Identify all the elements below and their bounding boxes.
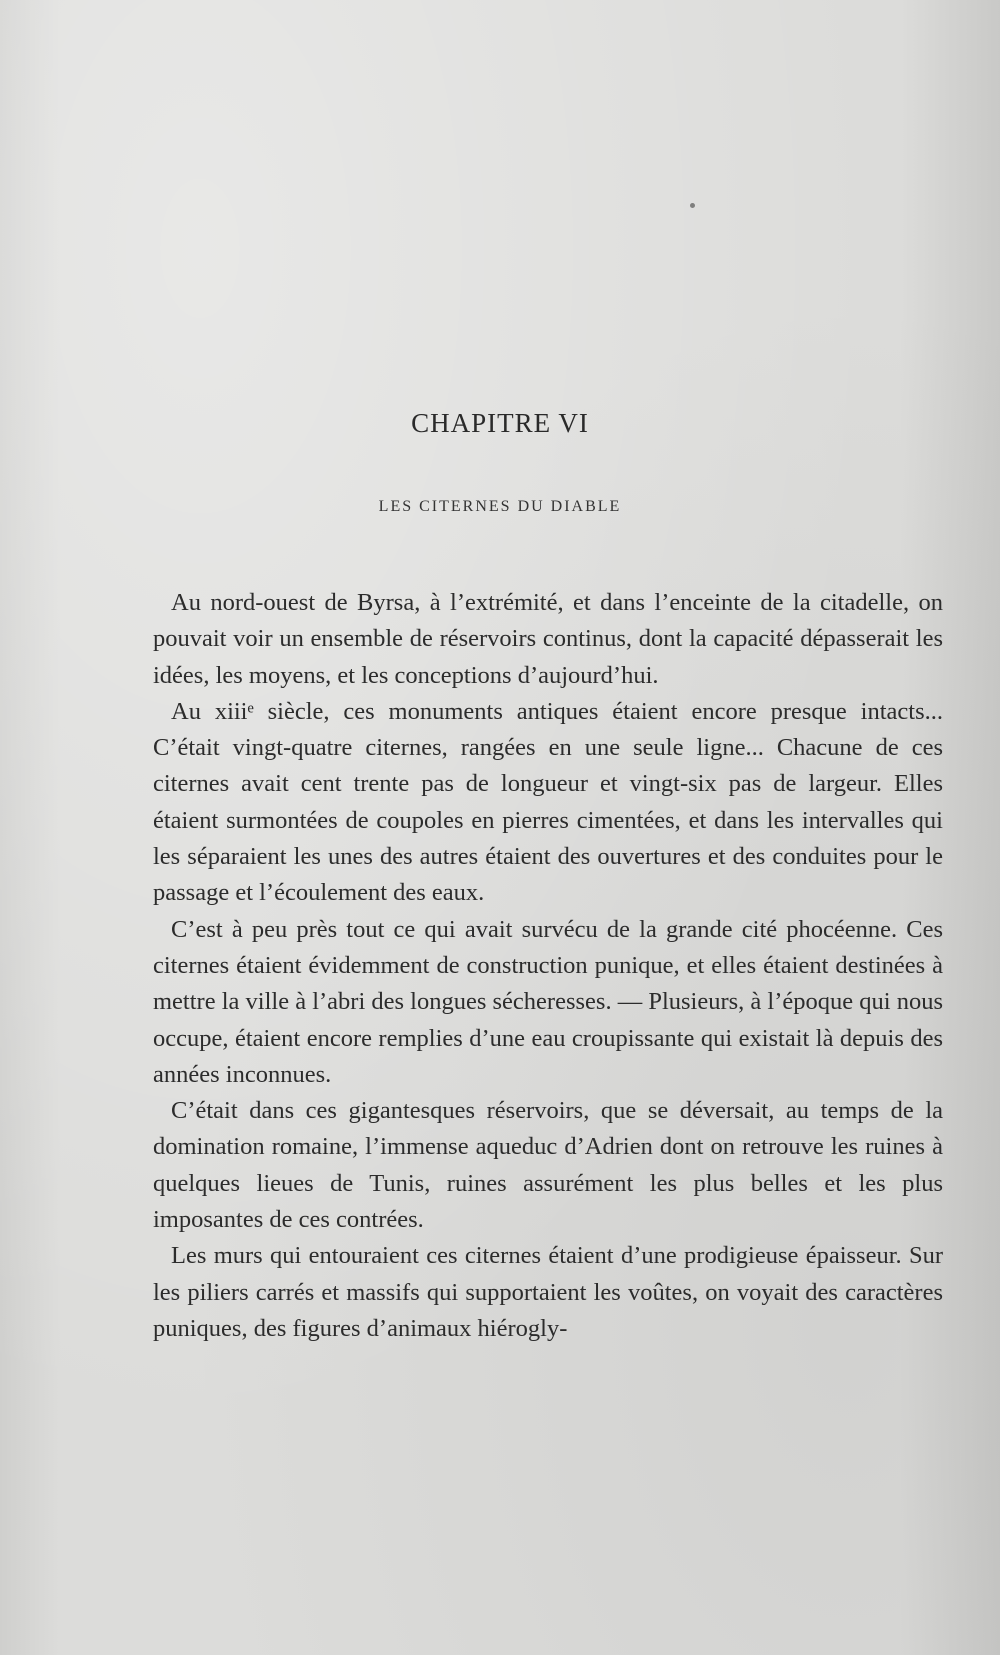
paragraph: Les murs qui entouraient ces citernes étaient d’une prodigieuse épaisseur. Sur les piliers carrés et massifs qui supportaient les voûtes, on voyait des caractères puniques, des figures d’animaux hiérogly- bbox=[153, 1242, 943, 1342]
paragraph: Au nord-ouest de Byrsa, à l’extrémité, et dans l’enceinte de la citadelle, on pouvait voir un ensemble de réservoirs continus, dont la capacité dépasserait les idées, les moyens, et les conceptions d’aujourd’hui. bbox=[153, 589, 943, 689]
chapter-subtitle: LES CITERNES DU DIABLE bbox=[378, 498, 622, 515]
chapter-title: CHAPITRE VI bbox=[411, 408, 589, 438]
paragraph: C’est à peu près tout ce qui avait survécu de la grande cité phocéenne. Ces citernes étaient évidemment de construction punique, et elles étaient destinées à mettre la ville à l’abri des longues sécheresses. — Plusieurs, à l’époque qui nous occupe, étaient encore remplies d’une eau croupissante qui existait là depuis des années inconnues. bbox=[153, 915, 943, 1088]
paragraph: C’était dans ces gigantesques réservoirs, que se déversait, au temps de la domination romaine, l’immense aqueduc d’Adrien dont on retrouve les ruines à quelques lieues de Tunis, ruines assurément les plus belles et les plus imposantes de ces contrées. bbox=[153, 1097, 943, 1234]
chapter-body bbox=[153, 585, 943, 1347]
ink-speck bbox=[690, 203, 695, 208]
paragraph: Au xiiiᵉ siècle, ces monuments antiques étaient encore presque intacts... C’était vingt-quatre citernes, rangées en une seule ligne... Chacune de ces citernes avait cent trente pas de longueur et vingt-six pas de largeur. Elles étaient surmontées de coupoles en pierres cimentées, et dans les intervalles qui les séparaient les unes des autres étaient des ouvertures et des conduites pour le passage et l’écoulement des eaux. bbox=[153, 697, 943, 907]
